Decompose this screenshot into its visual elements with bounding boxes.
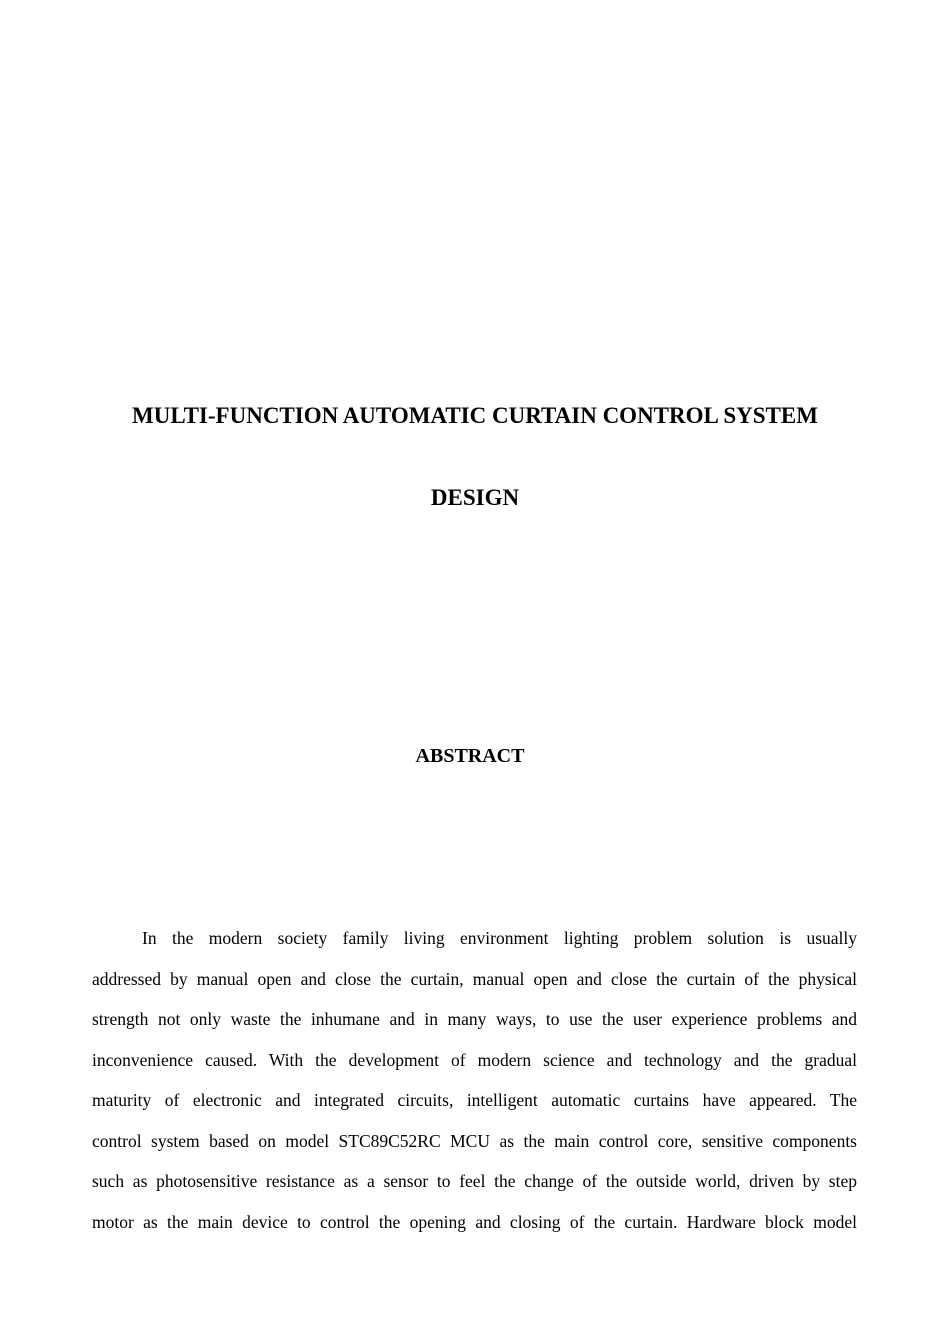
abstract-line-4: inconvenience caused. With the development of modern science and technology and the gradual [92, 1049, 857, 1070]
abstract-line-3: strength not only waste the inhumane and in many ways, to use the user experience problems and [92, 1009, 857, 1029]
document-title-line-1: MULTI-FUNCTION AUTOMATIC CURTAIN CONTROL SYSTEM [132, 403, 818, 428]
document-title-line-2: DESIGN [430, 485, 520, 510]
abstract-line-7: such as photosensitive resistance as a sensor to feel the change of the outside world, driven by step [92, 1171, 857, 1191]
abstract-line-8: motor as the main device to control the opening and closing of the curtain. Hardware block model [92, 1211, 857, 1232]
abstract-line-2: addressed by manual open and close the curtain, manual open and close the curtain of the physical [92, 968, 857, 989]
abstract-heading: ABSTRACT [415, 745, 525, 767]
abstract-body [92, 918, 857, 1242]
abstract-line-5: maturity of electronic and integrated circuits, intelligent automatic curtains have appeared. The [92, 1090, 857, 1110]
abstract-line-1: In the modern society family living environment lighting problem solution is usually [142, 928, 857, 948]
abstract-line-6: control system based on model STC89C52RC MCU as the main control core, sensitive components [92, 1130, 857, 1151]
